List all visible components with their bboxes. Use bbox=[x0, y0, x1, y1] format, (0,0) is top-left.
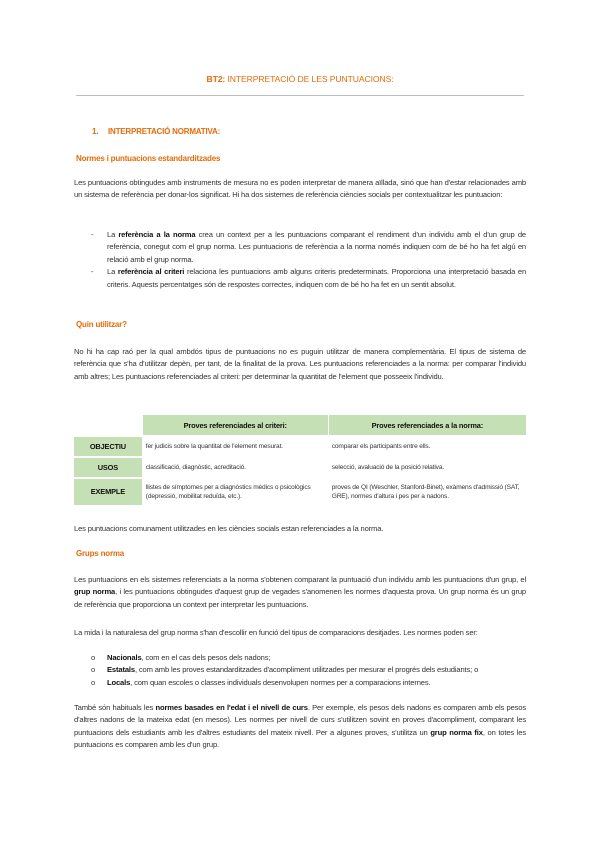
table-header-row bbox=[74, 415, 526, 435]
list-item bbox=[91, 652, 526, 664]
text-run: , i les puntuacions obtingudes d'aquest grup de vegades s'anomenen les normes d'aquesta prova. Un grup norma és un grup de referència que proporciona un context per interpretar les puntuacions. bbox=[74, 587, 526, 609]
list-item-text: crea un context per a les puntuacions comparant el rendiment d'un individu amb el d'un grup de referència, conegut com el grup norma. Les puntuacions de referència a la norma només indiquen com de bé ho ha fet algú en relació amb el grup norma. bbox=[107, 230, 526, 264]
section-title: INTERPRETACIÓ NORMATIVA: bbox=[108, 127, 221, 136]
section-heading-interpretacio bbox=[92, 127, 220, 136]
text-run: També són habituals les bbox=[74, 703, 156, 712]
reference-systems-list bbox=[91, 229, 526, 291]
text-bold: grup norma fix bbox=[430, 727, 483, 737]
list-item-text: , com amb les proves estandarditzades d'acompliment utilitzades per mesurar el progrés dels estudiants; o bbox=[134, 665, 479, 675]
table-row bbox=[74, 437, 526, 456]
list-item-bold: Estatals bbox=[107, 665, 135, 675]
list-item-bold: referència a la norma bbox=[118, 230, 196, 239]
paragraph-after-table: Les puntuacions comunament utilitzades en les ciències socials estan referenciades a la norma. bbox=[74, 524, 384, 533]
list-item-pre: La bbox=[107, 267, 118, 277]
subheading-quin-utilitzar: Quin utilitzar? bbox=[76, 320, 127, 329]
page-title bbox=[0, 74, 600, 84]
column-header-criteri: Proves referenciades al criteri: bbox=[142, 415, 328, 435]
cell-criteri: llistes de símptomes per a diagnòstics mèdics o psicològics (depressió, mobilitat reduïda, etc.). bbox=[145, 483, 311, 500]
norm-types-list bbox=[91, 652, 526, 689]
cell-norma: selecció, avaluació de la posició relativa. bbox=[331, 464, 445, 471]
cell-norma: proves de QI (Weschler, Stanford-Binet), exàmens d'admissió (SAT, GRE), normes d'altura i pes per a nadons. bbox=[331, 483, 520, 500]
text-run: Les puntuacions en els sistemes referenciats a la norma s'obtenen comparant la puntuació d'un individu amb les puntuacions d'un grup, el bbox=[74, 575, 526, 584]
list-item bbox=[91, 677, 526, 689]
paragraph-quin-utilitzar: No hi ha cap raó per la qual ambdós tipus de puntuacions no es puguin utilitzar de manera complementària. El tipus de sistema de referència que s'ha d'utilitzar depèn, per tant, de la finalitat de la prova. Les puntuacions referenciades a la norma: per comparar l'individu amb altres; Les puntuacions referenciades al criteri: per determinar la quantitat de l'element que posseeix l'individu. bbox=[74, 347, 526, 381]
list-item-text: , com en el cas dels pesos dels nadons; bbox=[141, 653, 271, 662]
text-run: , on totes les puntuacions es comparen amb les d'un grup. bbox=[74, 727, 526, 750]
list-item-bold: Nacionals bbox=[107, 653, 142, 662]
list-item-bold: referència al criteri bbox=[117, 267, 185, 277]
row-label: USOS bbox=[74, 458, 142, 477]
paragraph-grups-1 bbox=[74, 574, 526, 611]
subheading-grups-norma: Grups norma bbox=[76, 549, 125, 558]
list-item-text: relaciona les puntuacions amb alguns criteris predeterminats. Proporciona una interpretació basada en criteris. Aquests percentatges són de respostes correctes, indiquen com de bé ho ha fet en un sentit absolut. bbox=[107, 267, 527, 289]
table-row bbox=[74, 479, 526, 505]
paragraph-grups-2: La mida i la naturalesa del grup norma s'han d'escollir en funció del tipus de comparacions desitjades. Les normes poden ser: bbox=[74, 628, 478, 637]
list-item bbox=[91, 266, 526, 291]
list-item bbox=[91, 229, 526, 266]
title-divider bbox=[76, 95, 524, 96]
page-title-rest: INTERPRETACIÓ DE LES PUNTUACIONS: bbox=[225, 74, 394, 84]
table-corner bbox=[74, 415, 142, 435]
row-label: OBJECTIU bbox=[74, 437, 142, 456]
page-title-bold: BT2: bbox=[206, 74, 226, 84]
subheading-normes: Normes i puntuacions estandarditzades bbox=[76, 154, 221, 163]
text-bold: normes basades en l'edat i el nivell de curs bbox=[155, 703, 308, 712]
column-header-norma: Proves referenciades a la norma: bbox=[328, 415, 526, 435]
section-number: 1. bbox=[92, 127, 99, 136]
list-item-pre: La bbox=[107, 230, 119, 239]
cell-criteri: classificació, diagnòstic, acreditació. bbox=[145, 464, 246, 471]
paragraph-grups-3 bbox=[74, 702, 526, 752]
cell-criteri: fer judicis sobre la quantitat de l'element mesurat. bbox=[145, 443, 283, 450]
cell-norma: comparar els participants entre ells. bbox=[331, 443, 431, 450]
text-bold: grup norma bbox=[74, 587, 116, 597]
paragraph-normes-intro: Les puntuacions obtingudes amb instruments de mesura no es poden interpretar de manera aïllada, sinó que han d'estar relacionades amb un sistema de referència per donar-los significat. Hi ha dos sistemes de referència ciències socials per contextualitzar les puntuacion: bbox=[74, 178, 526, 200]
table-row bbox=[74, 458, 526, 477]
list-item-bold: Locals bbox=[107, 677, 131, 687]
comparison-table bbox=[74, 413, 526, 507]
list-item bbox=[91, 664, 526, 676]
list-item-text: , com quan escoles o classes individuals desenvolupen normes per a comparacions internes. bbox=[130, 677, 431, 687]
text-run: . Per exemple, els pesos dels nadons es comparen amb els pesos d'altres nadons de la mateixa edat (en mesos). Les normes per nivell de curs s'utilitzen sovint en proves d'acompliment, comparant les puntuacions dels estudiants amb les d'altres estudiants del mateix nivell. Per a algunes proves, s'utilitza un bbox=[74, 703, 527, 737]
row-label: EXEMPLE bbox=[74, 479, 142, 505]
